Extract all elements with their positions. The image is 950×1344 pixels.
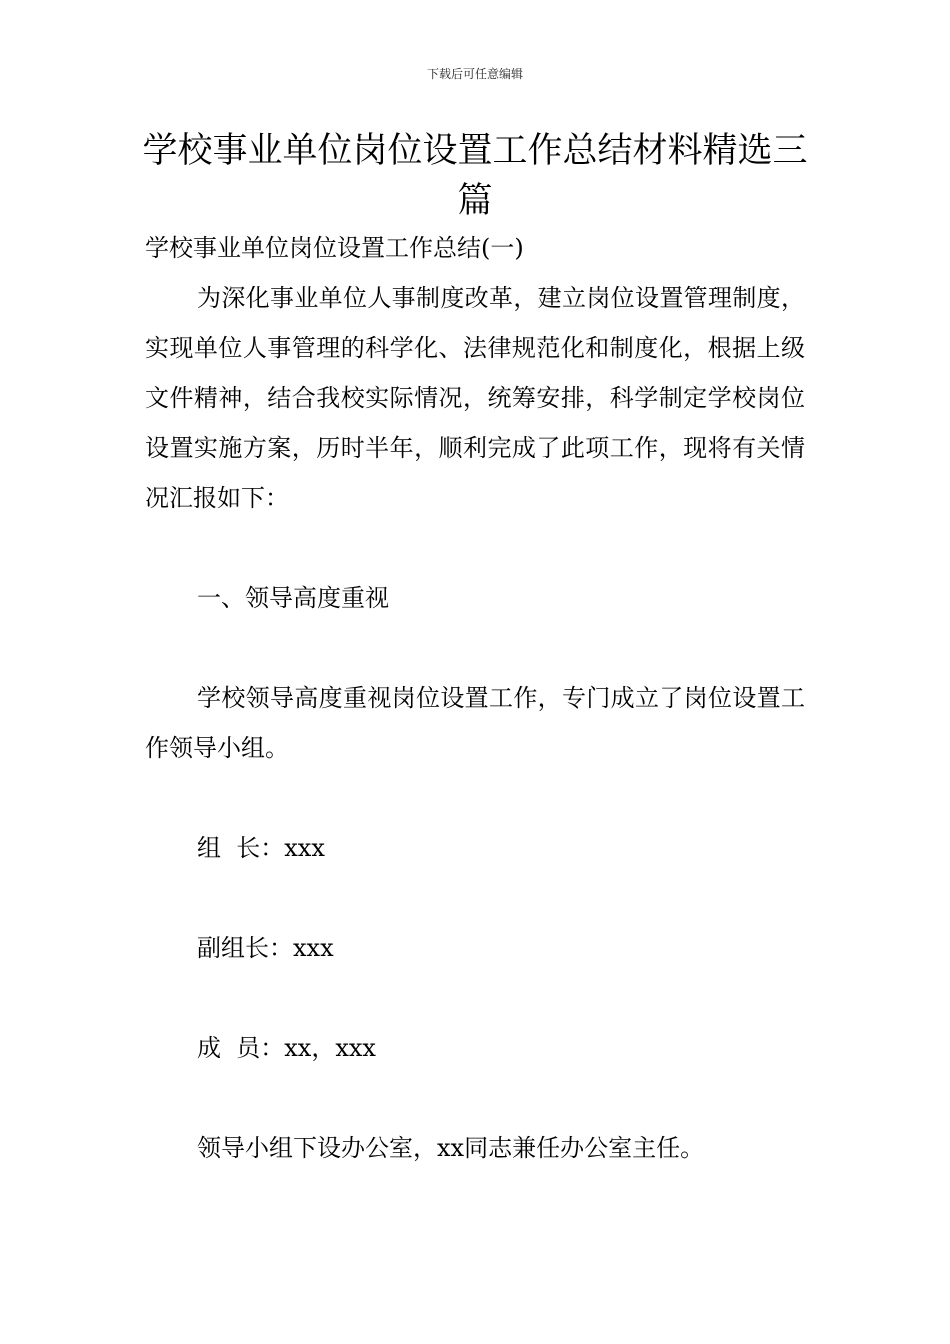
intro-paragraph: 为深化事业单位人事制度改革，建立岗位设置管理制度，实现单位人事管理的科学化、法律规范化和制度化，根据上级文件精神，结合我校实际情况，统筹安排，科学制定学校岗位设置实施方案，历时半年，顺利完成了此项工作，现将有关情况汇报如下： bbox=[145, 284, 805, 512]
section-heading-leadership: 一、领导高度重视 bbox=[197, 584, 389, 612]
document-title: 学校事业单位岗位设置工作总结材料精选三篇 bbox=[142, 131, 808, 221]
deputy-leader-line: 副组长：xxx bbox=[197, 934, 334, 962]
header-note: 下载后可任意编辑 bbox=[426, 67, 523, 81]
office-line: 领导小组下设办公室，xx同志兼任办公室主任。 bbox=[197, 1134, 705, 1162]
leader-line: 组 长：xxx bbox=[197, 834, 325, 862]
leadership-paragraph: 学校领导高度重视岗位设置工作，专门成立了岗位设置工作领导小组。 bbox=[145, 684, 805, 762]
members-line: 成 员：xx，xxx bbox=[197, 1034, 376, 1062]
section-title: 学校事业单位岗位设置工作总结(一) bbox=[145, 234, 524, 262]
